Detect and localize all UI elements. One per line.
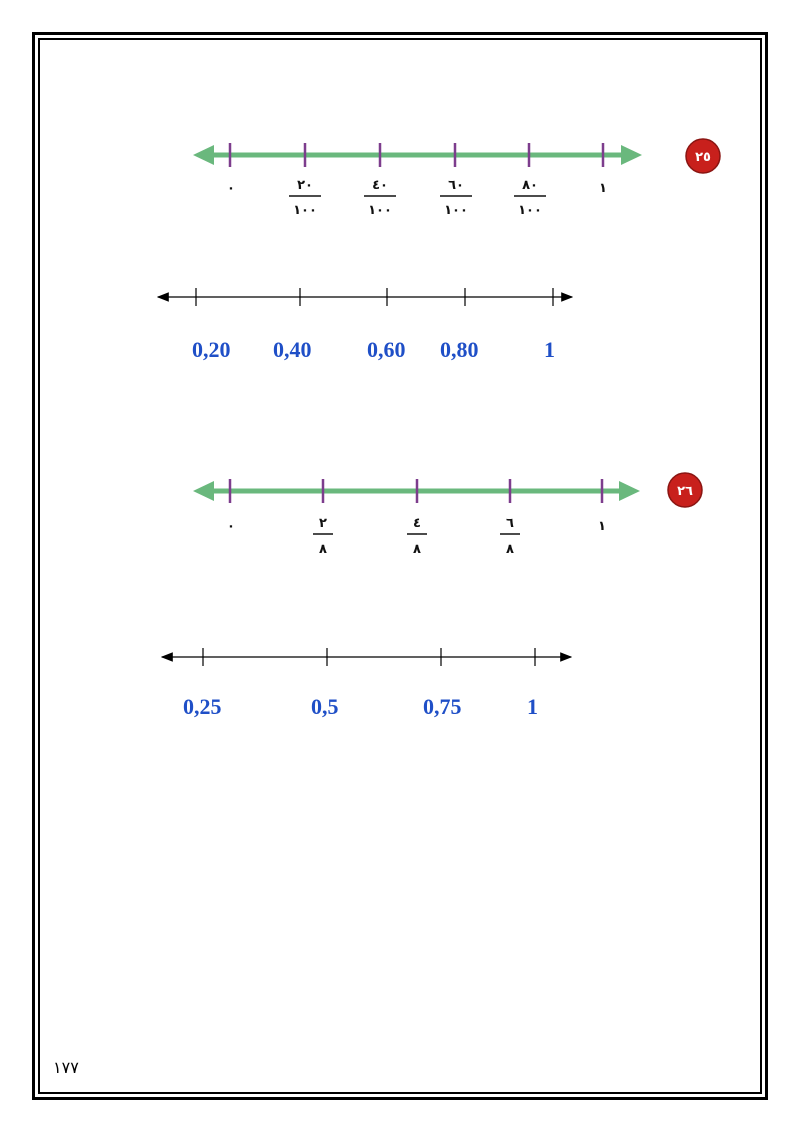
fraction-label	[364, 178, 396, 218]
answer-label: 0,75	[423, 694, 462, 719]
svg-text:١٠٠: ١٠٠	[444, 203, 468, 218]
end-label: ١	[599, 181, 607, 196]
exercise-25-badge	[686, 139, 720, 173]
right-arrow-icon	[619, 481, 640, 501]
fraction-label	[500, 516, 520, 557]
svg-text:١٠٠: ١٠٠	[293, 203, 317, 218]
exercise-25-answer-line	[158, 288, 572, 362]
answer-label: 0,80	[440, 337, 479, 362]
svg-text:٨: ٨	[319, 542, 327, 557]
fraction-label	[313, 516, 333, 557]
fraction-label	[407, 516, 427, 557]
start-label: ٠	[227, 181, 235, 196]
start-label: ٠	[227, 519, 235, 534]
exercise-25-given-line	[193, 143, 642, 218]
svg-text:١٠٠: ١٠٠	[368, 203, 392, 218]
answer-label: 0,20	[192, 337, 231, 362]
page-number: ١٧٧	[53, 1058, 79, 1077]
svg-text:٨: ٨	[413, 542, 421, 557]
svg-text:٤٠: ٤٠	[372, 178, 388, 193]
svg-text:٢: ٢	[319, 516, 327, 531]
answer-label: 1	[527, 694, 538, 719]
exercise-26-answer-line	[162, 648, 571, 719]
exercise-25	[158, 139, 720, 362]
fraction-label	[440, 178, 472, 218]
left-arrow-icon	[193, 481, 214, 501]
answer-label: 0,25	[183, 694, 222, 719]
exercise-25-badge-number: ٢٥	[695, 150, 711, 165]
answer-label: 1	[544, 337, 555, 362]
svg-text:٨٠: ٨٠	[522, 178, 538, 193]
svg-text:٨: ٨	[506, 542, 514, 557]
svg-text:٤: ٤	[413, 516, 421, 531]
answer-label: 0,60	[367, 337, 406, 362]
fraction-label	[289, 178, 321, 218]
answer-label: 0,40	[273, 337, 312, 362]
exercise-26-badge	[668, 473, 702, 507]
fraction-label	[514, 178, 546, 218]
left-arrow-icon	[193, 145, 214, 165]
svg-text:٦٠: ٦٠	[448, 178, 464, 193]
svg-text:١٠٠: ١٠٠	[518, 203, 542, 218]
end-label: ١	[598, 519, 606, 534]
exercise-26-badge-number: ٢٦	[677, 484, 693, 499]
svg-text:٢٠: ٢٠	[297, 178, 313, 193]
svg-text:٦: ٦	[506, 516, 514, 531]
exercise-26-given-line	[193, 479, 640, 557]
answer-label: 0,5	[311, 694, 339, 719]
exercise-26	[162, 473, 702, 719]
right-arrow-icon	[621, 145, 642, 165]
